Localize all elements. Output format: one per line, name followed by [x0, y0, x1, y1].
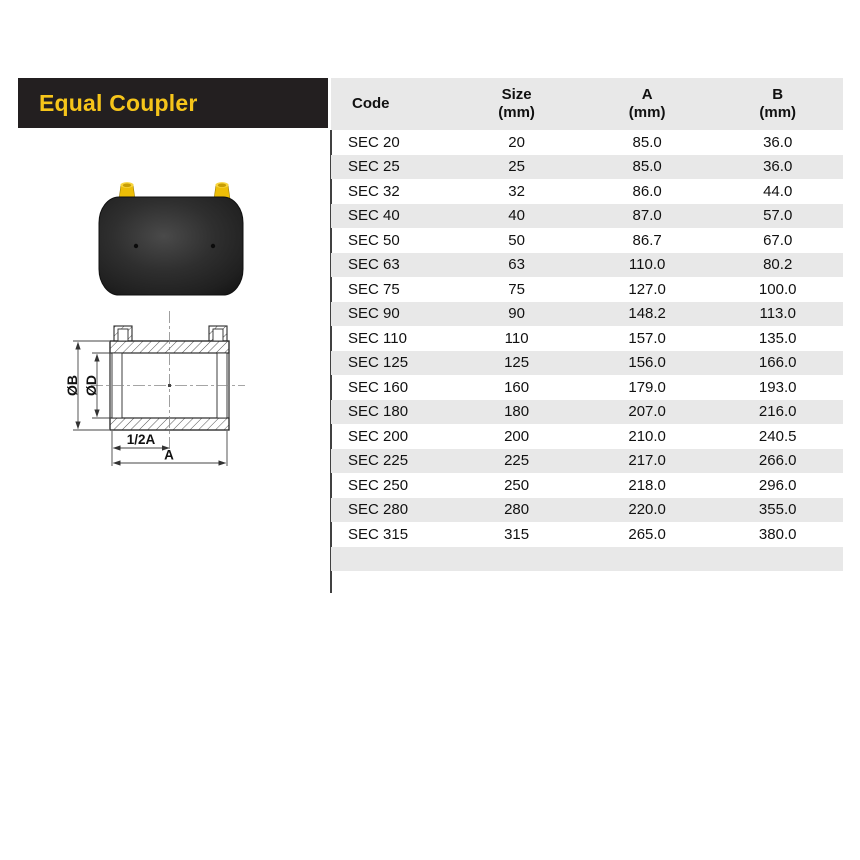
cell-b: 296.0 — [758, 476, 797, 494]
table-row — [331, 326, 843, 351]
table-row — [331, 400, 843, 425]
cell-size: 20 — [508, 133, 525, 151]
terminal-stub-left — [114, 326, 132, 341]
cell-a: 86.0 — [632, 182, 662, 200]
cell-a: 218.0 — [628, 476, 666, 494]
cell-size: 200 — [504, 427, 530, 445]
terminal-cap-right — [214, 182, 230, 199]
cell-size: 110 — [504, 329, 529, 347]
cell-b: 193.0 — [758, 378, 797, 396]
cell-a: 157.0 — [628, 329, 666, 347]
cell-b: 216.0 — [758, 403, 797, 421]
cell-size: 25 — [508, 158, 525, 176]
cell-code: SEC 32 — [348, 182, 400, 200]
cell-code: SEC 160 — [348, 378, 409, 396]
cell-size: 225 — [504, 452, 530, 470]
spec-table-body — [331, 130, 843, 571]
cell-code: SEC 180 — [348, 403, 409, 421]
cell-b: 266.0 — [758, 452, 797, 470]
table-row — [331, 155, 843, 180]
col-header-b-label: B — [772, 86, 784, 103]
empty-spacer-cell — [331, 547, 843, 572]
table-row — [331, 302, 843, 327]
col-header-b-unit: (mm) — [759, 104, 797, 121]
col-header-b — [712, 78, 843, 130]
cell-size: 75 — [508, 280, 525, 298]
cell-size: 250 — [504, 476, 530, 494]
cell-b: 113.0 — [759, 305, 796, 323]
product-title-bar — [18, 78, 328, 128]
terminal-stub-right — [209, 326, 227, 341]
cell-size: 125 — [504, 354, 530, 372]
terminal-pin-right — [211, 244, 215, 248]
table-row — [331, 277, 843, 302]
cell-a: 86.7 — [632, 231, 662, 249]
cell-a: 217.0 — [628, 452, 666, 470]
col-header-code — [331, 78, 451, 130]
cell-b: 80.2 — [763, 256, 793, 274]
cell-size: 32 — [508, 182, 525, 200]
cell-b: 67.0 — [763, 231, 793, 249]
cell-code: SEC 90 — [348, 305, 400, 323]
cell-code: SEC 200 — [348, 427, 409, 445]
cell-size: 40 — [508, 207, 525, 225]
dim-label-length: A — [164, 447, 174, 463]
terminal-cap-left — [119, 182, 135, 199]
cell-a: 85.0 — [632, 158, 662, 176]
cell-a: 85.0 — [632, 133, 662, 151]
cell-b: 166.0 — [758, 354, 797, 372]
dim-label-inner-diameter: ØD — [83, 375, 99, 396]
cell-code: SEC 20 — [348, 133, 400, 151]
technical-drawing — [45, 303, 257, 481]
terminal-pin-left — [134, 244, 138, 248]
col-header-a — [582, 78, 713, 130]
cell-a: 127.0 — [628, 280, 666, 298]
cell-a: 156.0 — [628, 354, 666, 372]
cell-b: 380.0 — [758, 525, 797, 543]
col-header-a-label: A — [641, 86, 653, 103]
table-row — [331, 179, 843, 204]
cell-code: SEC 50 — [348, 231, 400, 249]
cell-size: 280 — [504, 501, 530, 519]
cell-a: 220.0 — [628, 501, 666, 519]
cell-b: 44.0 — [763, 182, 793, 200]
cell-b: 36.0 — [763, 133, 793, 151]
cell-a: 265.0 — [628, 525, 666, 543]
cell-a: 210.0 — [628, 427, 666, 445]
table-row — [331, 522, 843, 547]
cell-size: 90 — [508, 305, 525, 323]
cell-code: SEC 280 — [348, 501, 409, 519]
table-row — [331, 473, 843, 498]
cell-code: SEC 40 — [348, 207, 400, 225]
center-mark — [168, 384, 171, 387]
cell-a: 207.0 — [628, 403, 666, 421]
col-header-code-label: Code — [352, 95, 390, 112]
table-row — [331, 253, 843, 278]
table-row — [331, 228, 843, 253]
cell-code: SEC 75 — [348, 280, 400, 298]
page-title: Equal Coupler — [39, 89, 198, 116]
table-row — [331, 351, 843, 376]
dim-label-outer-diameter: ØB — [64, 375, 80, 396]
coupler-body — [99, 182, 243, 295]
table-row — [331, 130, 843, 155]
table-row — [331, 204, 843, 229]
cell-b: 57.0 — [763, 207, 793, 225]
cell-code: SEC 110 — [348, 329, 407, 347]
table-row — [331, 424, 843, 449]
cell-code: SEC 25 — [348, 158, 400, 176]
cell-a: 179.0 — [628, 378, 666, 396]
cell-a: 87.0 — [632, 207, 662, 225]
table-row — [331, 449, 843, 474]
cell-code: SEC 250 — [348, 476, 409, 494]
cell-size: 160 — [504, 378, 530, 396]
cell-code: SEC 63 — [348, 256, 400, 274]
cell-size: 50 — [508, 231, 525, 249]
spec-table — [331, 78, 843, 571]
cell-size: 63 — [508, 256, 525, 274]
col-header-a-unit: (mm) — [628, 104, 666, 121]
cell-b: 135.0 — [758, 329, 797, 347]
empty-spacer-row — [331, 547, 843, 572]
cell-size: 315 — [504, 525, 530, 543]
cell-code: SEC 315 — [348, 525, 409, 543]
cell-b: 100.0 — [758, 280, 797, 298]
cell-a: 148.2 — [628, 305, 666, 323]
cell-a: 110.0 — [628, 256, 666, 274]
cell-b: 240.5 — [758, 427, 797, 445]
table-row — [331, 375, 843, 400]
cell-code: SEC 125 — [348, 354, 409, 372]
cell-code: SEC 225 — [348, 452, 409, 470]
spec-table-header — [331, 78, 843, 130]
col-header-size-label: Size — [501, 86, 532, 103]
product-photo — [95, 164, 247, 300]
dim-label-half-length: 1/2A — [126, 432, 156, 447]
cell-size: 180 — [504, 403, 530, 421]
col-header-size-unit: (mm) — [498, 104, 535, 121]
col-header-size — [451, 78, 582, 130]
cell-b: 355.0 — [758, 501, 797, 519]
cell-b: 36.0 — [763, 158, 793, 176]
table-row — [331, 498, 843, 523]
